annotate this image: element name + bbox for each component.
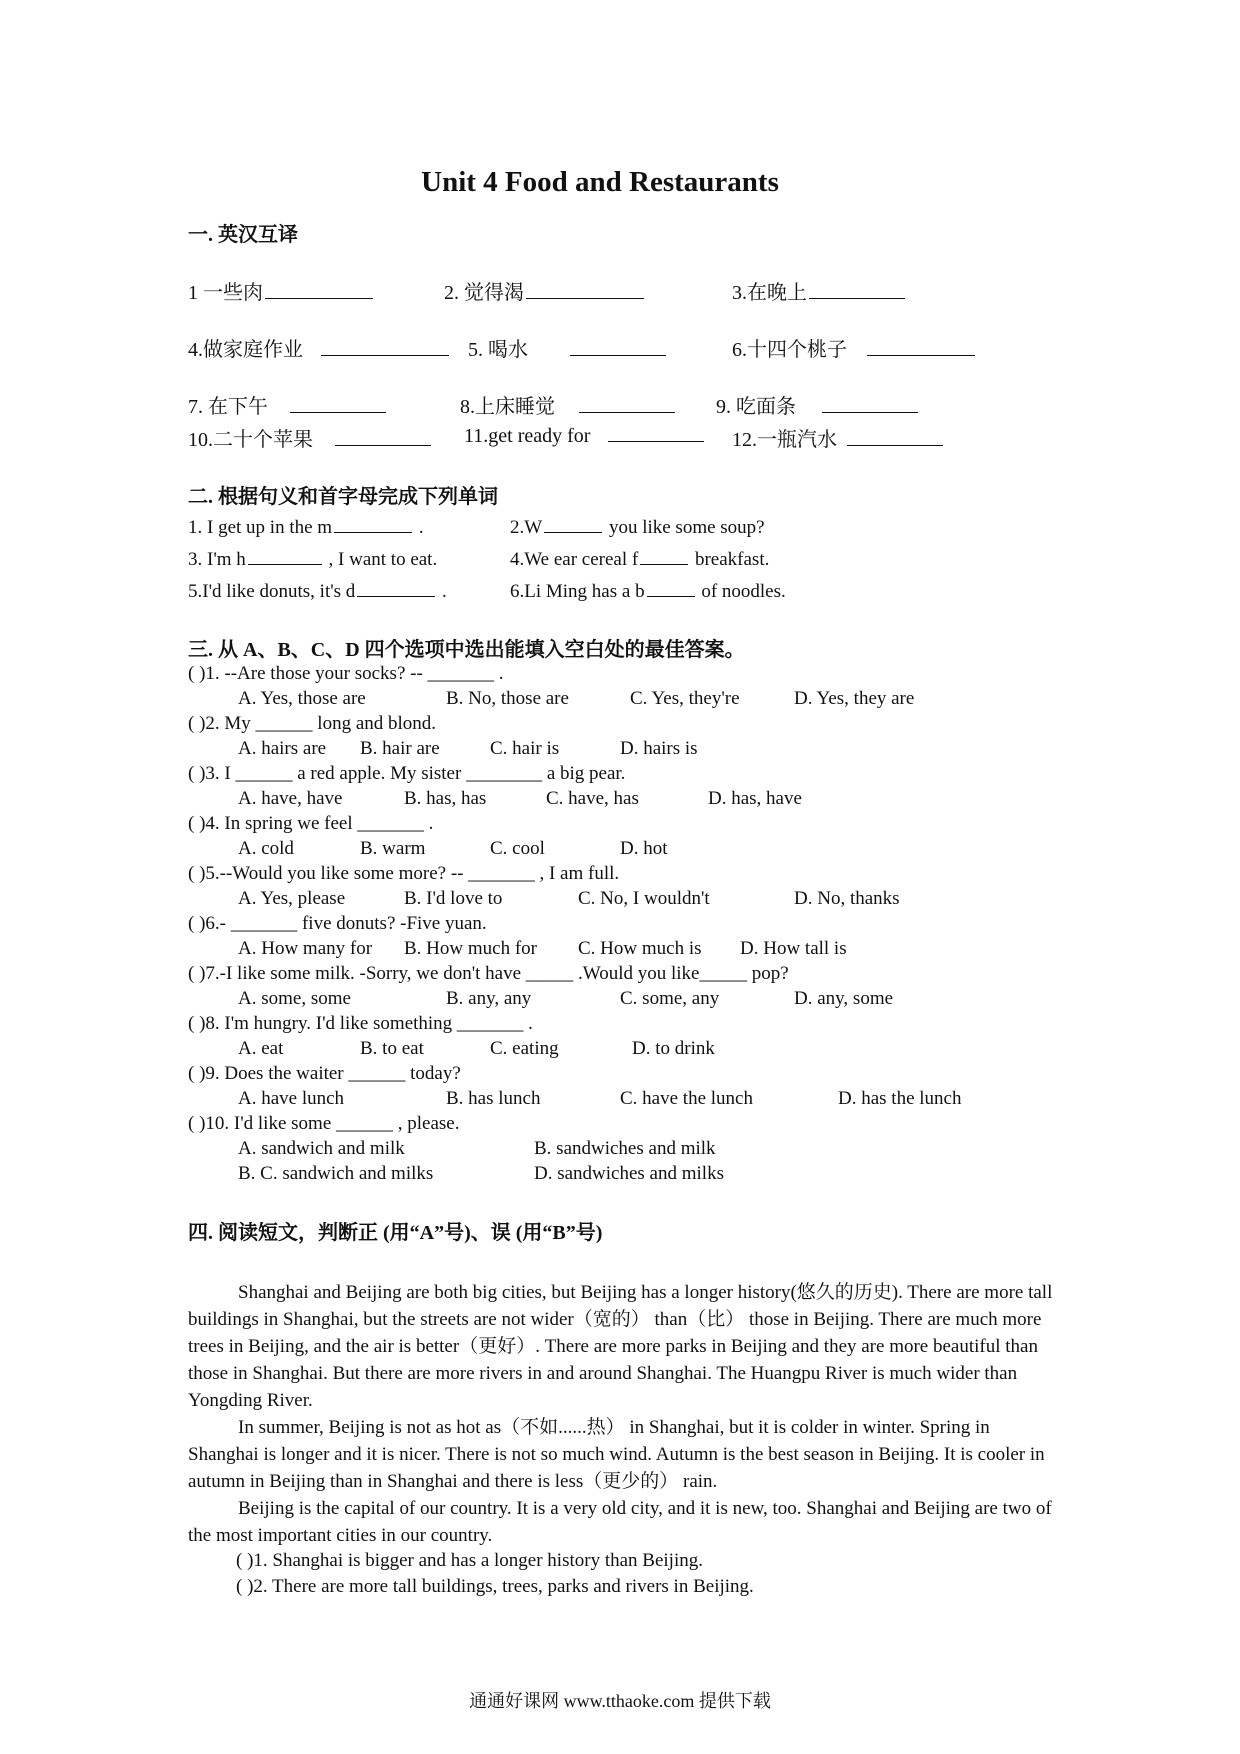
mcq-question-9: ( )9. Does the waiter ______ today? xyxy=(188,1063,461,1084)
mcq-option: B. has lunch xyxy=(446,1088,541,1109)
mcq-question-2: ( )2. My ______ long and blond. xyxy=(188,713,437,734)
s1-item-5: 5. 喝水 xyxy=(468,333,668,362)
mcq-option: B. warm xyxy=(360,838,426,859)
s1-item-10: 10.二十个苹果 xyxy=(188,423,433,452)
mcq-question-4: ( )4. In spring we feel _______ . xyxy=(188,813,434,834)
s1-item-4: 4.做家庭作业 xyxy=(188,333,451,362)
mcq-question-7: ( )7.-I like some milk. -Sorry, we don't have _____ .Would you like_____ pop? xyxy=(188,963,789,984)
mcq-option: A. Yes, please xyxy=(238,888,346,909)
mcq-option: C. How much is xyxy=(578,938,702,959)
s1-item-1: 1 一些肉 xyxy=(188,276,375,305)
s1-item-6: 6.十四个桃子 xyxy=(732,333,977,362)
mcq-option: A. hairs are xyxy=(238,738,327,759)
s2-item-4: 4.We ear cereal f breakfast. xyxy=(510,546,769,571)
mcq-option: D. No, thanks xyxy=(794,888,900,909)
mcq-question-8: ( )8. I'm hungry. I'd like something _______ . xyxy=(188,1013,533,1034)
mcq-option: B. has, has xyxy=(404,788,487,809)
mcq-question-3: ( )3. I ______ a red apple. My sister ________ a big pear. xyxy=(188,763,626,784)
mcq-option: B. any, any xyxy=(446,988,532,1009)
s2-item-6: 6.Li Ming has a b of noodles. xyxy=(510,578,786,603)
reading-paragraph-2: In summer, Beijing is not as hot as（不如......热） in Shanghai, but it is colder in winter. Spring in Shanghai is longer and it is nicer. There is not so much wind. Autumn is the best season in Beijing. It is cooler in autumn in Beijing than in Shanghai and there is less（更少的） rain. xyxy=(188,1417,1045,1492)
mcq-option: D. sandwiches and milks xyxy=(534,1163,724,1184)
mcq-option: C. have the lunch xyxy=(620,1088,753,1109)
mcq-option: A. have lunch xyxy=(238,1088,345,1109)
tf-statement-1: ( )1. Shanghai is bigger and has a longer history than Beijing. xyxy=(236,1550,703,1571)
s1-item-8: 8.上床睡觉 xyxy=(460,390,677,419)
section3-heading: 三. 从 A、B、C、D 四个选项中选出能填入空白处的最佳答案。 xyxy=(188,639,745,661)
footer: 通通好课网 www.tthaoke.com 提供下载 xyxy=(469,1691,771,1711)
mcq-option: A. How many for xyxy=(238,938,373,959)
mcq-option: A. Yes, those are xyxy=(238,688,366,709)
s1-item-12: 12.一瓶汽水 xyxy=(732,423,945,452)
mcq-option: B. sandwiches and milk xyxy=(534,1138,716,1159)
mcq-option: C. eating xyxy=(490,1038,559,1059)
s1-item-7: 7. 在下午 xyxy=(188,390,388,419)
mcq-option: B. hair are xyxy=(360,738,440,759)
mcq-option: D. to drink xyxy=(632,1038,715,1059)
mcq-option: D. Yes, they are xyxy=(794,688,915,709)
s1-item-9: 9. 吃面条 xyxy=(716,390,920,419)
reading-paragraph-3: Beijing is the capital of our country. It is a very old city, and it is new, too. Shanghai and Beijing are two of the most important cities in our country. xyxy=(188,1498,1052,1546)
mcq-option: C. have, has xyxy=(546,788,639,809)
s2-item-1: 1. I get up in the m . xyxy=(188,514,424,539)
mcq-option: D. has, have xyxy=(708,788,802,809)
mcq-option: B. No, those are xyxy=(446,688,569,709)
mcq-option: C. No, I wouldn't xyxy=(578,888,710,909)
mcq-option: C. cool xyxy=(490,838,545,859)
section2-heading: 二. 根据句义和首字母完成下列单词 xyxy=(188,486,498,508)
mcq-option: B. to eat xyxy=(360,1038,424,1059)
mcq-option: D. any, some xyxy=(794,988,894,1009)
section4-heading: 四. 阅读短文，判断正 (用“A”号)、误 (用“B”号) xyxy=(188,1222,603,1244)
mcq-question-1: ( )1. --Are those your socks? -- _______ . xyxy=(188,663,504,684)
mcq-option: B. I'd love to xyxy=(404,888,503,909)
mcq-option: D. How tall is xyxy=(740,938,847,959)
mcq-option: C. some, any xyxy=(620,988,720,1009)
mcq-option: A. some, some xyxy=(238,988,351,1009)
mcq-option: B. C. sandwich and milks xyxy=(238,1163,434,1184)
mcq-question-5: ( )5.--Would you like some more? -- _______ , I am full. xyxy=(188,863,620,884)
mcq-option: B. How much for xyxy=(404,938,537,959)
mcq-option: D. has the lunch xyxy=(838,1088,962,1109)
s2-item-2: 2.W you like some soup? xyxy=(510,514,765,539)
mcq-option: D. hairs is xyxy=(620,738,698,759)
mcq-option: C. Yes, they're xyxy=(630,688,740,709)
reading-paragraph-1: Shanghai and Beijing are both big cities, but Beijing has a longer history(悠久的历史). There are more tall buildings in Shanghai, but the streets are not wider（宽的） than（比） those in Beijing. There are much more trees in Beijing, and the air is better（更好）. There are more parks in Beijing and they are more beautiful than those in Shanghai. But there are more rivers in and around Shanghai. The Huangpu River is much wider than Yongding River. xyxy=(188,1282,1053,1411)
mcq-option: A. cold xyxy=(238,838,294,859)
mcq-question-10: ( )10. I'd like some ______ , please. xyxy=(188,1113,460,1134)
mcq-option: A. eat xyxy=(238,1038,284,1059)
tf-statement-2: ( )2. There are more tall buildings, trees, parks and rivers in Beijing. xyxy=(236,1576,754,1597)
mcq-question-6: ( )6.- _______ five donuts? -Five yuan. xyxy=(188,913,487,934)
mcq-option: D. hot xyxy=(620,838,668,859)
mcq-option: A. sandwich and milk xyxy=(238,1138,405,1159)
s1-item-2: 2. 觉得渴 xyxy=(444,276,646,305)
mcq-option: A. have, have xyxy=(238,788,343,809)
page-title: Unit 4 Food and Restaurants xyxy=(421,166,779,198)
s1-item-3: 3.在晚上 xyxy=(732,276,907,305)
s2-item-5: 5.I'd like donuts, it's d . xyxy=(188,578,447,603)
section1-heading: 一. 英汉互译 xyxy=(188,224,298,246)
s1-item-11: 11.get ready for xyxy=(464,423,706,448)
mcq-option: C. hair is xyxy=(490,738,560,759)
s2-item-3: 3. I'm h , I want to eat. xyxy=(188,546,437,571)
